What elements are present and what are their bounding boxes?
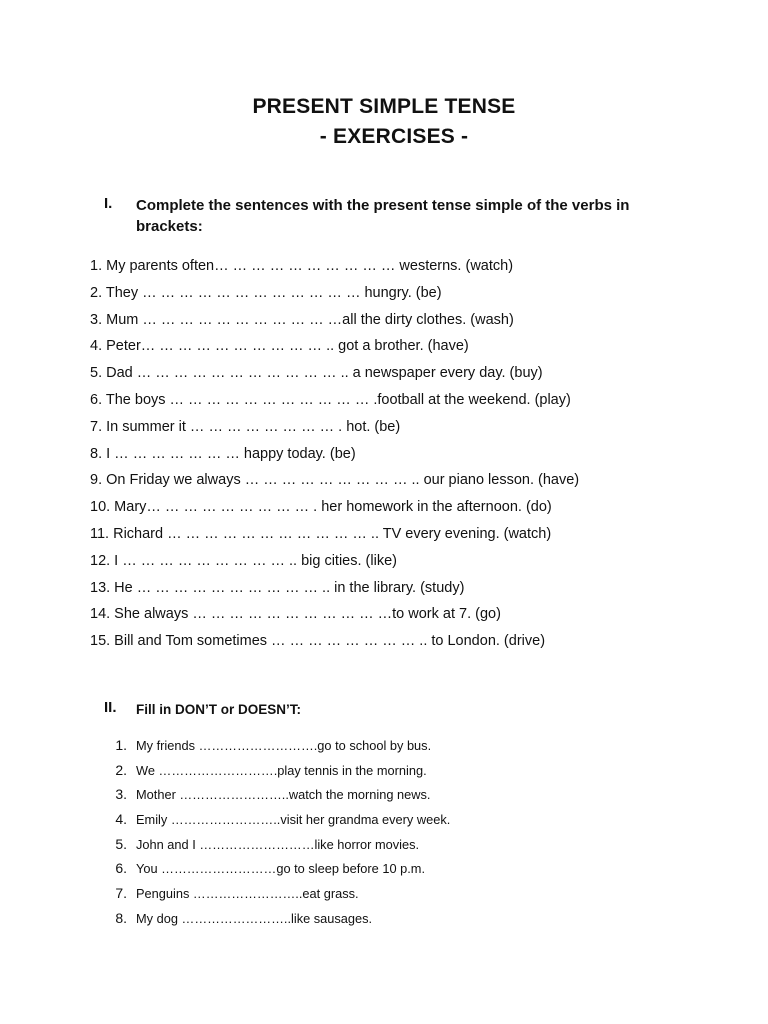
item-text: John and I ………………………like horror movies. [136, 836, 420, 852]
item-text: My friends ……………………….go to school by bus. [136, 738, 432, 753]
exercise-item: 12. I … … … … … … … … … .. big cities. (like) [90, 552, 397, 569]
section-1-exercise-list [90, 256, 579, 658]
item-number: 3. [115, 786, 127, 803]
item-text: Mother ……………………..watch the morning news. [136, 787, 431, 803]
item-text: Emily ……………………..visit her grandma every week. [136, 812, 451, 828]
exercise-item: 13. He … … … … … … … … … … .. in the library. (study) [90, 579, 465, 596]
section-1-number: I. [104, 195, 113, 212]
exercise-item [100, 785, 450, 810]
section-1-instruction: Complete the sentences with the present tense simple of the verbs in brackets: [136, 197, 630, 235]
exercise-item: 10. Mary… … … … … … … … … . her homework in the afternoon. (do) [90, 499, 552, 516]
item-number: 6. [115, 860, 127, 877]
exercise-item: 6. The boys … … … … … … … … … … … .football at the weekend. (play) [90, 391, 571, 408]
section-2-number: II. [104, 699, 117, 716]
section-2-instruction: Fill in DON’T or DOESN’T: [136, 702, 301, 717]
exercise-item [100, 884, 450, 909]
item-text: We ……………………….play tennis in the morning. [136, 762, 427, 778]
exercise-item: 15. Bill and Tom sometimes … … … … … … … … .. to London. (drive) [90, 633, 546, 650]
exercise-item: 5. Dad … … … … … … … … … … … .. a newspaper every day. (buy) [90, 365, 543, 382]
section-2-exercise-list [100, 736, 450, 934]
exercise-item [100, 810, 450, 835]
exercise-item: 2. They … … … … … … … … … … … … hungry. (be) [90, 284, 442, 301]
exercise-item: 4. Peter… … … … … … … … … … .. got a brother. (have) [90, 338, 469, 355]
exercise-item: 7. In summer it … … … … … … … … . hot. (be) [90, 418, 401, 435]
exercise-item: 14. She always … … … … … … … … … … …to work at 7. (go) [90, 606, 501, 623]
item-text: My dog ……………………..like sausages. [136, 910, 373, 926]
item-number: 7. [115, 885, 127, 902]
exercise-item: 11. Richard … … … … … … … … … … … .. TV every evening. (watch) [90, 525, 552, 542]
exercise-item: 3. Mum … … … … … … … … … … …all the dirty clothes. (wash) [90, 311, 514, 328]
item-number: 1. [115, 737, 127, 753]
exercise-item [100, 761, 450, 786]
exercise-item [100, 909, 450, 934]
item-text: You ………………………go to sleep before 10 p.m. [136, 861, 426, 877]
exercise-item [100, 835, 450, 860]
exercise-item [100, 859, 450, 884]
exercise-item [100, 736, 450, 761]
item-number: 2. [115, 761, 127, 778]
page-subtitle: - EXERCISES - [319, 125, 469, 148]
item-number: 5. [115, 835, 127, 852]
item-text: Penguins ……………………..eat grass. [136, 886, 359, 902]
exercise-item: 8. I … … … … … … … happy today. (be) [90, 445, 356, 462]
item-number: 8. [115, 909, 127, 926]
exercise-item: 1. My parents often… … … … … … … … … … westerns. (watch) [90, 258, 514, 274]
exercise-item: 9. On Friday we always … … … … … … … … … .. our piano lesson. (have) [90, 472, 580, 489]
item-number: 4. [115, 811, 127, 828]
page-title: PRESENT SIMPLE TENSE [252, 95, 516, 118]
